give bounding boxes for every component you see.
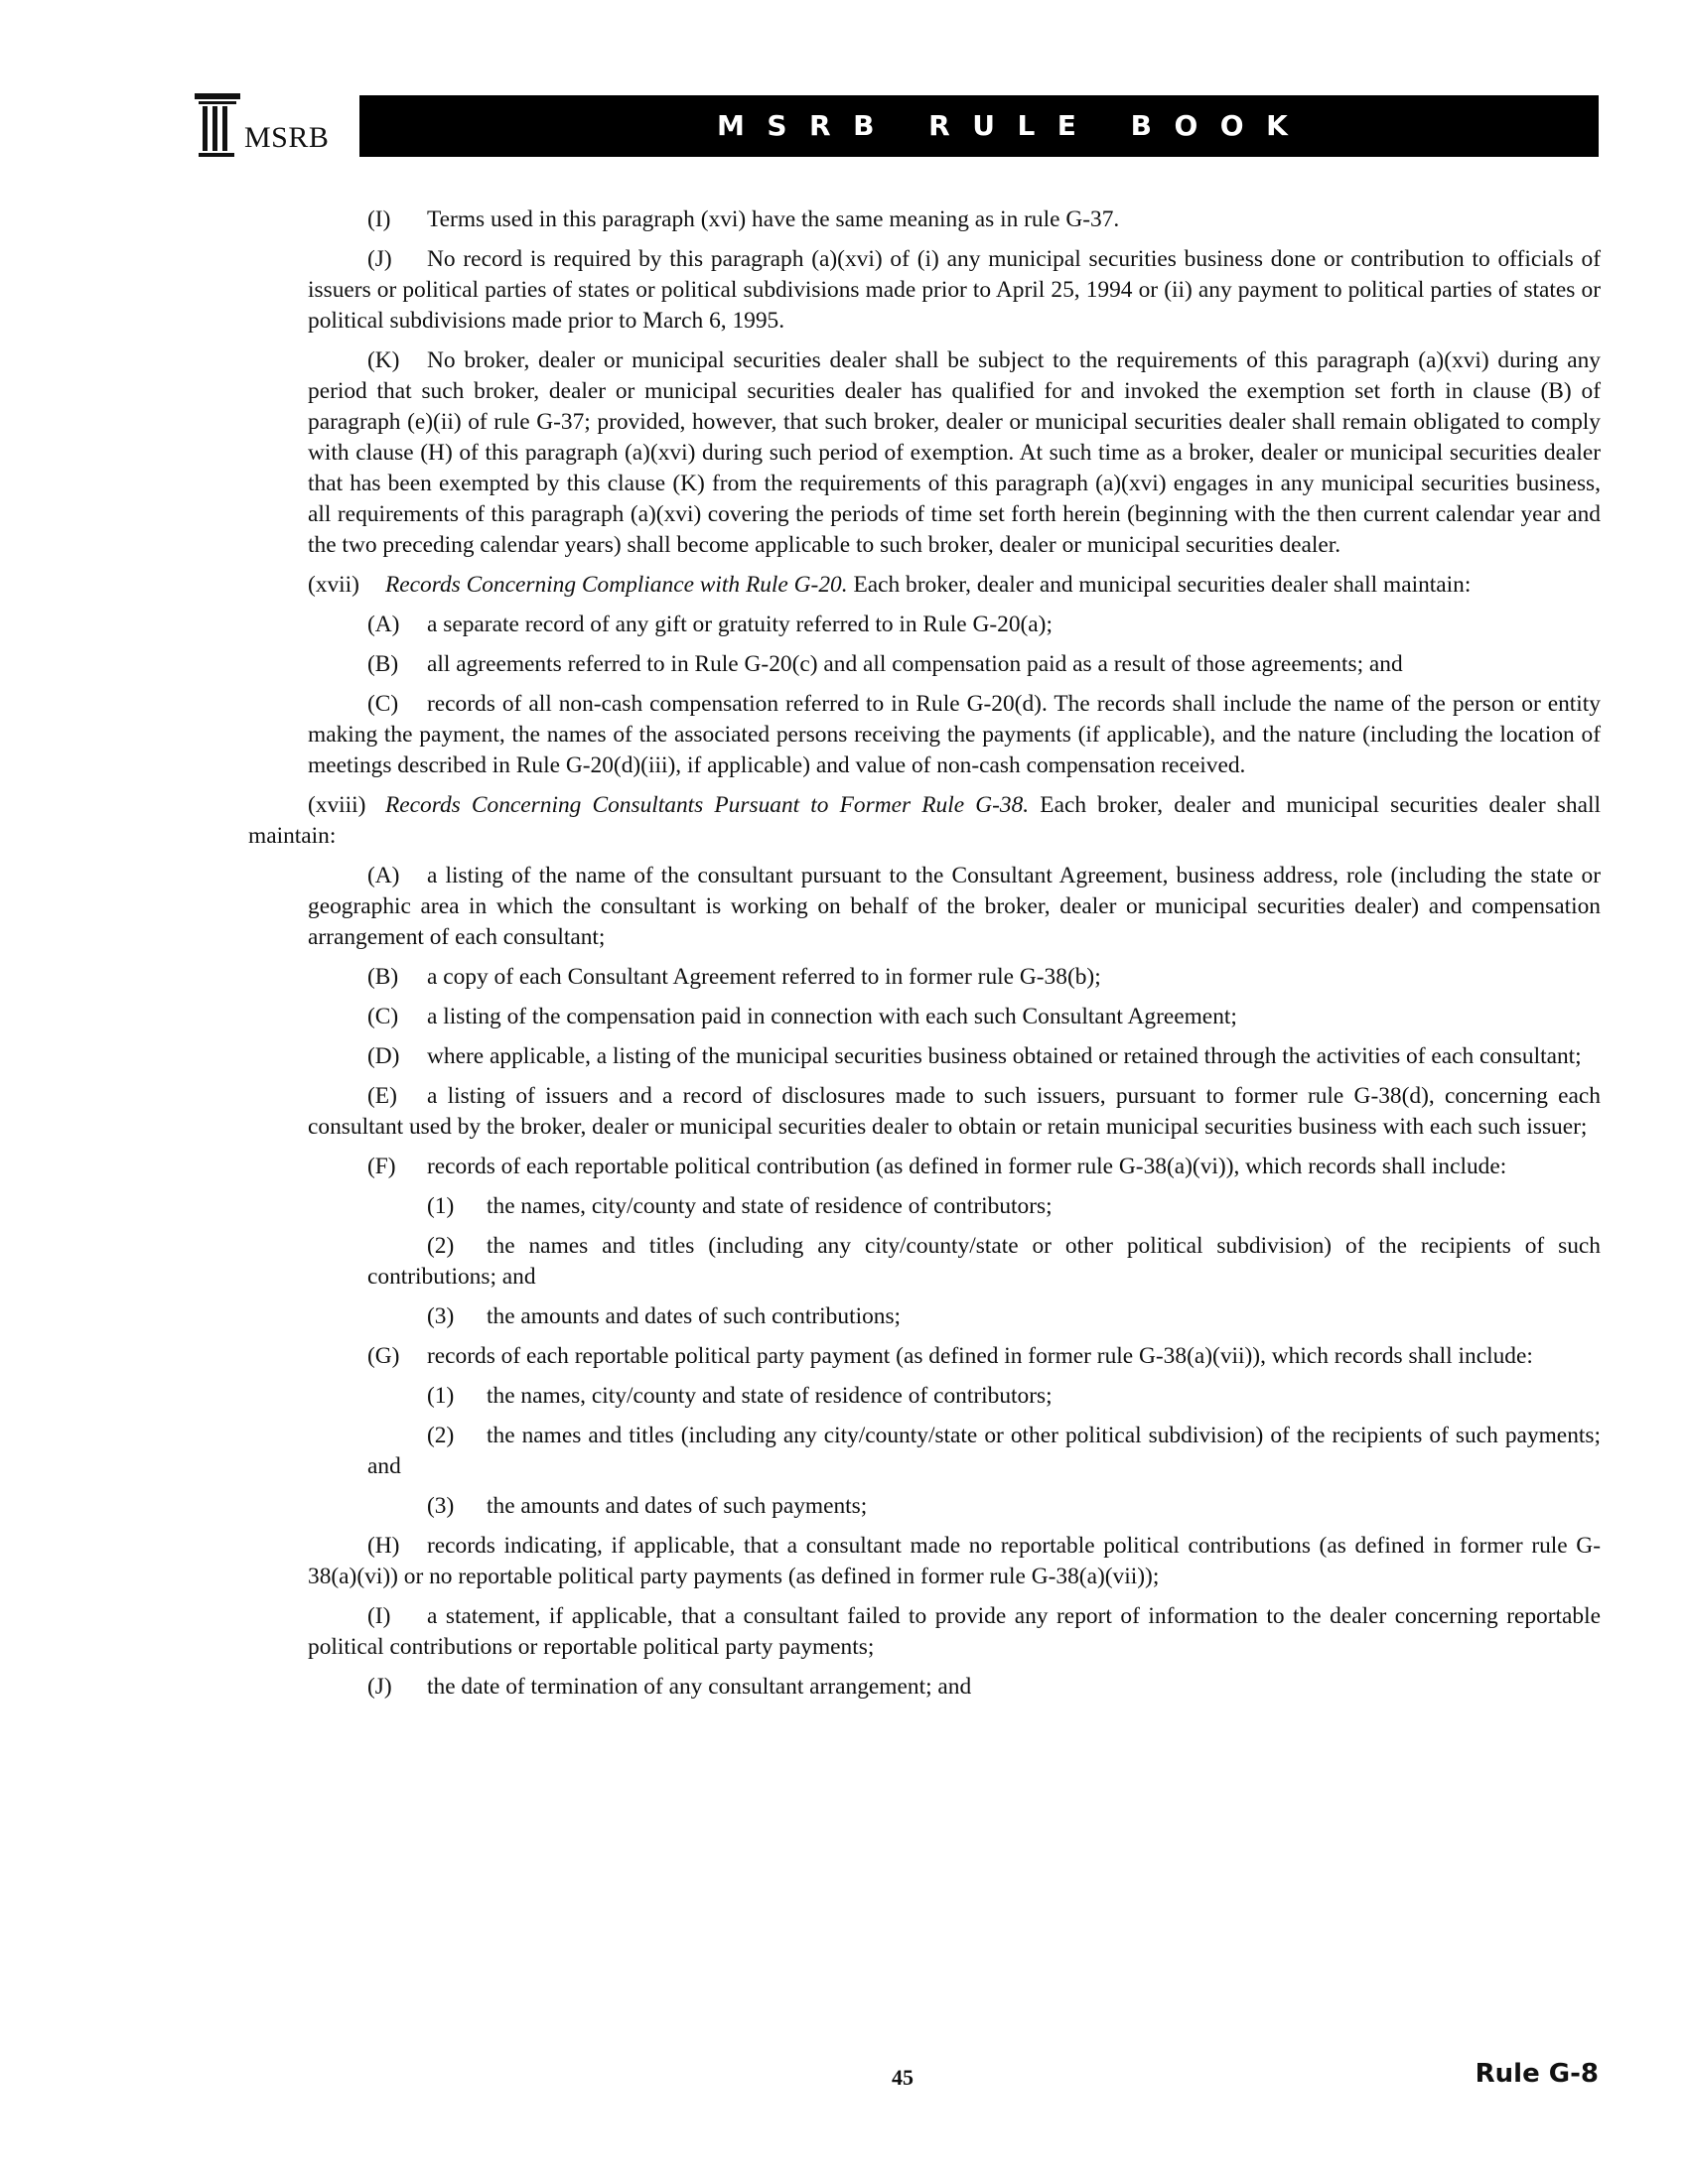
paragraph-text: a listing of the name of the consultant pursuant to the Consultant Agreement, business address, role (including the state or geographic area in which the consultant is working on behalf of the broker, dealer or municipal securities dealer) and compensation arrangement of each consultant; bbox=[308, 863, 1601, 950]
paragraph-text: No broker, dealer or municipal securities dealer shall be subject to the requirements of this paragraph (a)(xvi) during any period that such broker, dealer or municipal securities dealer has qualified for and invoked the exemption set forth in clause (B) of paragraph (e)(ii) of rule G-37; provided, however, that such broker, dealer or municipal securities dealer shall remain obligated to comply with clause (H) of this paragraph (a)(xvi) during such period of exemption. At such time as a broker, dealer or municipal securities dealer that has been exempted by this clause (K) from the requirements of this paragraph (a)(xvi) engages in any municipal securities business, all requirements of this paragraph (a)(xvi) covering the periods of time set forth herein (beginning with the then current calendar year and the two preceding calendar years) shall become applicable to such broker, dealer or municipal securities dealer. bbox=[308, 347, 1601, 558]
paragraph-marker: (J) bbox=[367, 246, 392, 272]
paragraph-marker: (3) bbox=[427, 1493, 455, 1519]
rule-paragraph bbox=[248, 610, 1601, 640]
paragraph-text: records indicating, if applicable, that a consultant made no reportable political contributions (as defined in former rule G-38(a)(vi)) or no reportable political party payments (as defined in former rule G-38(a)(vii)); bbox=[308, 1533, 1601, 1589]
msrb-logo bbox=[195, 93, 344, 159]
paragraph-marker: (B) bbox=[367, 651, 399, 677]
rule-paragraph bbox=[248, 1601, 1601, 1663]
rule-paragraph bbox=[248, 1152, 1601, 1182]
paragraph-marker: (G) bbox=[367, 1343, 400, 1369]
paragraph-text: all agreements referred to in Rule G-20(c) and all compensation paid as a result of those agreements; and bbox=[427, 651, 1403, 677]
rule-label: Rule G-8 bbox=[1475, 2059, 1599, 2089]
paragraph-marker: (A) bbox=[367, 612, 400, 637]
paragraph-marker: (xviii) bbox=[308, 792, 366, 818]
rule-paragraph bbox=[248, 1491, 1601, 1522]
rule-paragraph bbox=[248, 205, 1601, 235]
rule-paragraph bbox=[248, 689, 1601, 781]
paragraph-marker: (A) bbox=[367, 863, 400, 888]
rule-paragraph bbox=[248, 1672, 1601, 1703]
paragraph-text: a listing of issuers and a record of disclosures made to such issuers, pursuant to former rule G-38(d), concerning each consultant used by the broker, dealer or municipal securities dealer to obtain or retain municipal securities business with each such issuer; bbox=[308, 1083, 1601, 1140]
paragraph-marker: (D) bbox=[367, 1043, 400, 1069]
rule-paragraph bbox=[248, 861, 1601, 953]
paragraph-text: the amounts and dates of such contributions; bbox=[487, 1303, 902, 1329]
rule-text-body bbox=[248, 205, 1601, 1711]
rule-paragraph bbox=[248, 1081, 1601, 1143]
paragraph-text: Each broker, dealer and municipal securities dealer shall maintain: bbox=[853, 572, 1472, 598]
paragraph-text: a copy of each Consultant Agreement referred to in former rule G-38(b); bbox=[427, 964, 1101, 990]
rule-paragraph bbox=[248, 649, 1601, 680]
paragraph-text: where applicable, a listing of the municipal securities business obtained or retained through the activities of each consultant; bbox=[427, 1043, 1582, 1069]
rule-paragraph bbox=[248, 1421, 1601, 1482]
paragraph-text: records of each reportable political contribution (as defined in former rule G-38(a)(vi)), which records shall include: bbox=[427, 1154, 1507, 1179]
paragraph-marker: (B) bbox=[367, 964, 399, 990]
paragraph-text: the names, city/county and state of residence of contributors; bbox=[487, 1383, 1053, 1409]
paragraph-text: records of each reportable political party payment (as defined in former rule G-38(a)(vii)), which records shall include: bbox=[427, 1343, 1533, 1369]
paragraph-marker: (J) bbox=[367, 1674, 392, 1700]
header-bar bbox=[359, 95, 1599, 157]
rule-paragraph bbox=[248, 962, 1601, 993]
paragraph-marker: (H) bbox=[367, 1533, 400, 1559]
paragraph-marker: (C) bbox=[367, 1004, 399, 1029]
paragraph-marker: (2) bbox=[427, 1423, 455, 1448]
rule-paragraph bbox=[248, 570, 1601, 601]
paragraph-marker: (K) bbox=[367, 347, 400, 373]
paragraph-text: a statement, if applicable, that a consultant failed to provide any report of information to the dealer concerning reportable political contributions or reportable political party payments; bbox=[308, 1603, 1601, 1660]
rule-paragraph bbox=[248, 1381, 1601, 1412]
page-number: 45 bbox=[892, 2065, 914, 2090]
rule-paragraph bbox=[248, 790, 1601, 852]
rule-paragraph bbox=[248, 1041, 1601, 1072]
paragraph-text: Each broker, dealer and municipal securities dealer shall maintain: bbox=[248, 792, 1601, 849]
paragraph-heading: Records Concerning Compliance with Rule G-20. bbox=[385, 572, 848, 598]
paragraph-marker: (C) bbox=[367, 691, 399, 717]
paragraph-text: Terms used in this paragraph (xvi) have the same meaning as in rule G-37. bbox=[427, 206, 1120, 232]
logo-text: MSRB bbox=[244, 121, 330, 154]
paragraph-text: No record is required by this paragraph (a)(xvi) of (i) any municipal securities business done or contribution to officials of issuers or political parties of states or political subdivisions made prior to April 25, 1994 or (ii) any payment to political parties of states or political subdivisions made prior to March 6, 1995. bbox=[308, 246, 1601, 334]
rule-paragraph bbox=[248, 244, 1601, 337]
rule-paragraph bbox=[248, 1301, 1601, 1332]
paragraph-marker: (I) bbox=[367, 206, 391, 232]
paragraph-text: a listing of the compensation paid in connection with each such Consultant Agreement; bbox=[427, 1004, 1237, 1029]
paragraph-text: a separate record of any gift or gratuity referred to in Rule G-20(a); bbox=[427, 612, 1053, 637]
rule-book-title: M S R B R U L E B O O K bbox=[717, 109, 1289, 142]
paragraph-marker: (F) bbox=[367, 1154, 396, 1179]
rule-paragraph bbox=[248, 1341, 1601, 1372]
rule-paragraph bbox=[248, 1191, 1601, 1222]
paragraph-marker: (I) bbox=[367, 1603, 391, 1629]
paragraph-marker: (3) bbox=[427, 1303, 455, 1329]
paragraph-marker: (E) bbox=[367, 1083, 397, 1109]
rule-paragraph bbox=[248, 1531, 1601, 1592]
paragraph-text: the names and titles (including any city/county/state or other political subdivision) of the recipients of such contributions; and bbox=[367, 1233, 1601, 1290]
rule-paragraph bbox=[248, 1231, 1601, 1293]
rule-paragraph bbox=[248, 1002, 1601, 1032]
paragraph-text: the names, city/county and state of residence of contributors; bbox=[487, 1193, 1053, 1219]
column-logo-icon bbox=[195, 93, 244, 159]
paragraph-text: the names and titles (including any city/county/state or other political subdivision) of the recipients of such payments; and bbox=[367, 1423, 1601, 1479]
paragraph-marker: (1) bbox=[427, 1383, 455, 1409]
paragraph-marker: (xvii) bbox=[308, 572, 359, 598]
rule-paragraph bbox=[248, 345, 1601, 561]
paragraph-text: the date of termination of any consultant arrangement; and bbox=[427, 1674, 972, 1700]
paragraph-marker: (1) bbox=[427, 1193, 455, 1219]
paragraph-marker: (2) bbox=[427, 1233, 455, 1259]
paragraph-text: records of all non-cash compensation referred to in Rule G-20(d). The records shall include the name of the person or entity making the payment, the names of the associated persons receiving the payments (if applicable), and the nature (including the location of meetings described in Rule G-20(d)(iii), if applicable) and value of non-cash compensation received. bbox=[308, 691, 1601, 778]
paragraph-heading: Records Concerning Consultants Pursuant to Former Rule G-38. bbox=[385, 792, 1030, 818]
paragraph-text: the amounts and dates of such payments; bbox=[487, 1493, 868, 1519]
